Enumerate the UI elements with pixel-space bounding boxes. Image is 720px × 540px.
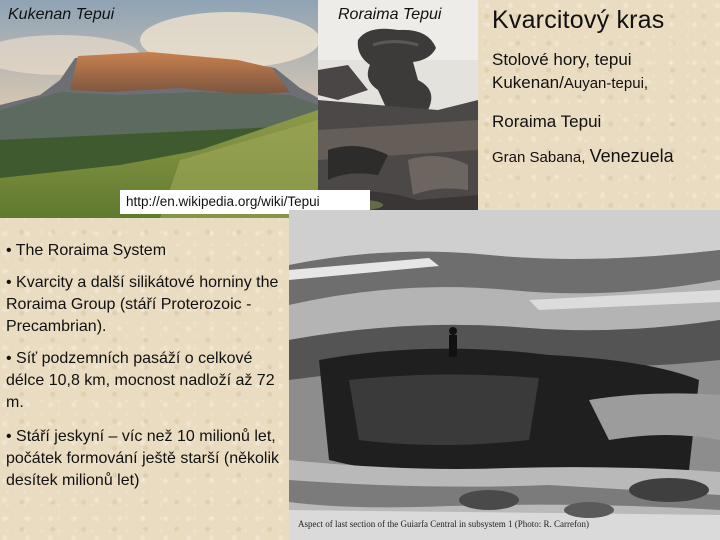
subtitle-line-3: Roraima Tepui [492,112,602,131]
bullet-item: • Stáří jeskyní – víc než 10 milionů let, počátek formování ještě starší (několik desítek milionů let) [6,428,280,489]
slide-title: Kvarcitový kras [492,6,665,34]
bullet-item: • Síť podzemních pasáží o celkové délce 10,8 km, mocnost nadloží až 72 m. [6,350,275,411]
bullet-item: • Kvarcity a další silikátové horniny the Roraima Group (stáří Proterozoic - Precambrian). [6,274,279,335]
subtitle-line-4 [492,146,674,167]
cave-photo [289,210,720,540]
subtitle-line-2-small: Auyan-tepui, [563,75,649,92]
subtitle-line-2-main: Kukenan/ [492,73,564,92]
source-url-link[interactable]: http://en.wikipedia.org/wiki/Tepui [120,190,370,214]
subtitle-line-4-small: Gran Sabana, [492,149,590,166]
bullet-item: • The Roraima System [6,242,167,259]
roraima-tepui-caption: Roraima Tepui [338,6,442,23]
cave-photo-caption: Aspect of last section of the Guiarfa Central in subsystem 1 (Photo: R. Carrefon) [298,519,589,529]
kukenan-tepui-caption: Kukenan Tepui [8,6,115,23]
kukenan-tepui-photo [0,0,318,218]
subtitle-line-2 [492,73,648,93]
subtitle-line-1: Stolové hory, tepui [492,50,632,69]
subtitle-line-4-big: Venezuela [589,146,674,166]
